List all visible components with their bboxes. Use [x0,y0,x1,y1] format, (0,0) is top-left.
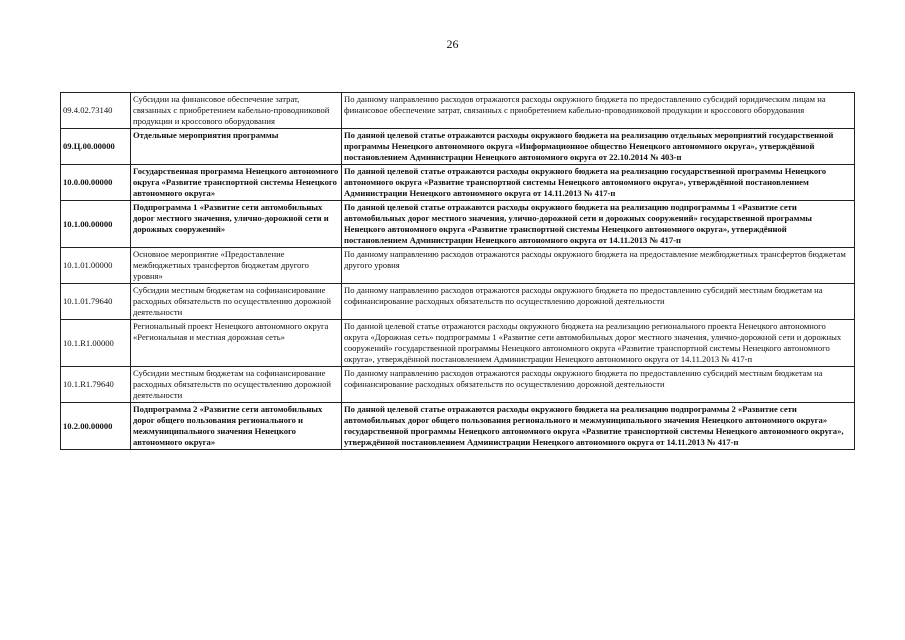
target-article-name: Субсидии местным бюджетам на софинансирование расходных обязательств по осуществлению дорожной деятельности [131,367,342,403]
target-article-name: Субсидии на финансовое обеспечение затрат, связанных с приобретением кабельно-проводниковой продукции и кроссового оборудования [131,93,342,129]
target-article-name: Подпрограмма 1 «Развитие сети автомобильных дорог местного значения, улично-дорожной сети и дорожных сооружений» [131,201,342,248]
budget-classification-table [60,92,855,450]
page-number: 26 [446,37,459,51]
target-article-code: 10.1.R1.00000 [61,320,131,367]
table-row [61,165,855,201]
table-row [61,93,855,129]
target-article-code: 10.1.00.00000 [61,201,131,248]
table-row [61,129,855,165]
target-article-name: Основное мероприятие «Предоставление межбюджетных трансфертов бюджетам другого уровня» [131,248,342,284]
target-article-description: По данной целевой статье отражаются расходы окружного бюджета на реализацию подпрограммы 2 «Развитие сети автомобильных дорог общего пользования регионального и межмуниципального значения Ненецкого автономного округа» государственной программы Ненецкого автономного округа «Развитие транспортной системы Ненецкого автономного округа», утверждённой постановлением Администрации Ненецкого автономного округа от 14.11.2013 № 417-п [342,403,855,450]
target-article-name: Подпрограмма 2 «Развитие сети автомобильных дорог общего пользования регионального и межмуниципального значения Ненецкого автономного округа» [131,403,342,450]
table-row [61,320,855,367]
table-row [61,284,855,320]
target-article-name: Региональный проект Ненецкого автономного округа «Региональная и местная дорожная сеть» [131,320,342,367]
target-article-description: По данному направлению расходов отражаются расходы окружного бюджета по предоставлению субсидий юридическим лицам на финансовое обеспечение затрат, связанных с приобретением кабельно-проводниковой продукции и кроссового оборудования [342,93,855,129]
target-article-description: По данной целевой статье отражаются расходы окружного бюджета на реализацию регионального проекта Ненецкого автономного округа «Дорожная сеть» подпрограммы 1 «Развитие сети автомобильных дорог местного значения, улично-дорожной сети и дорожных сооружений» государственной программы Ненецкого автономного округа «Развитие транспортной системы Ненецкого автономного округа», утверждённой постановлением Администрации Ненецкого автономного округа от 14.11.2013 № 417-п [342,320,855,367]
target-article-name: Отдельные мероприятия программы [131,129,342,165]
target-article-code: 09.4.02.73140 [61,93,131,129]
target-article-name: Государственная программа Ненецкого автономного округа «Развитие транспортной системы Ненецкого автономного округа» [131,165,342,201]
target-article-code: 10.0.00.00000 [61,165,131,201]
target-article-description: По данной целевой статье отражаются расходы окружного бюджета на реализацию подпрограммы 1 «Развитие сети автомобильных дорог местного значения, улично-дорожной сети и дорожных сооружений» государственной программы Ненецкого автономного округа «Развитие транспортной системы Ненецкого автономного округа», утверждённой постановлением Администрации Ненецкого автономного округа от 14.11.2013 № 417-п [342,201,855,248]
target-article-description: По данному направлению расходов отражаются расходы окружного бюджета по предоставлению субсидий местным бюджетам на софинансирование расходных обязательств по осуществлению дорожной деятельности [342,367,855,403]
target-article-code: 10.1.01.79640 [61,284,131,320]
target-article-code: 10.1.01.00000 [61,248,131,284]
target-article-description: По данному направлению расходов отражаются расходы окружного бюджета по предоставлению субсидий местным бюджетам на софинансирование расходных обязательств по осуществлению дорожной деятельности [342,284,855,320]
target-article-code: 10.2.00.00000 [61,403,131,450]
target-article-description: По данному направлению расходов отражаются расходы окружного бюджета на предоставление межбюджетных трансфертов бюджетам другого уровня [342,248,855,284]
target-article-name: Субсидии местным бюджетам на софинансирование расходных обязательств по осуществлению дорожной деятельности [131,284,342,320]
table-row [61,367,855,403]
table-row [61,403,855,450]
target-article-description: По данной целевой статье отражаются расходы окружного бюджета на реализацию отдельных мероприятий государственной программы Ненецкого автономного округа «Информационное общество Ненецкого автономного округа», утверждённой постановлением Администрации Ненецкого автономного округа от 22.10.2014 № 403-п [342,129,855,165]
table-body [61,93,855,450]
target-article-description: По данной целевой статье отражаются расходы окружного бюджета на реализацию государственной программы Ненецкого автономного округа «Развитие транспортной системы Ненецкого автономного округа», утверждённой постановлением Администрации Ненецкого автономного округа от 14.11.2013 № 417-п [342,165,855,201]
target-article-code: 09.Ц.00.00000 [61,129,131,165]
table-row [61,248,855,284]
target-article-code: 10.1.R1.79640 [61,367,131,403]
table-row [61,201,855,248]
